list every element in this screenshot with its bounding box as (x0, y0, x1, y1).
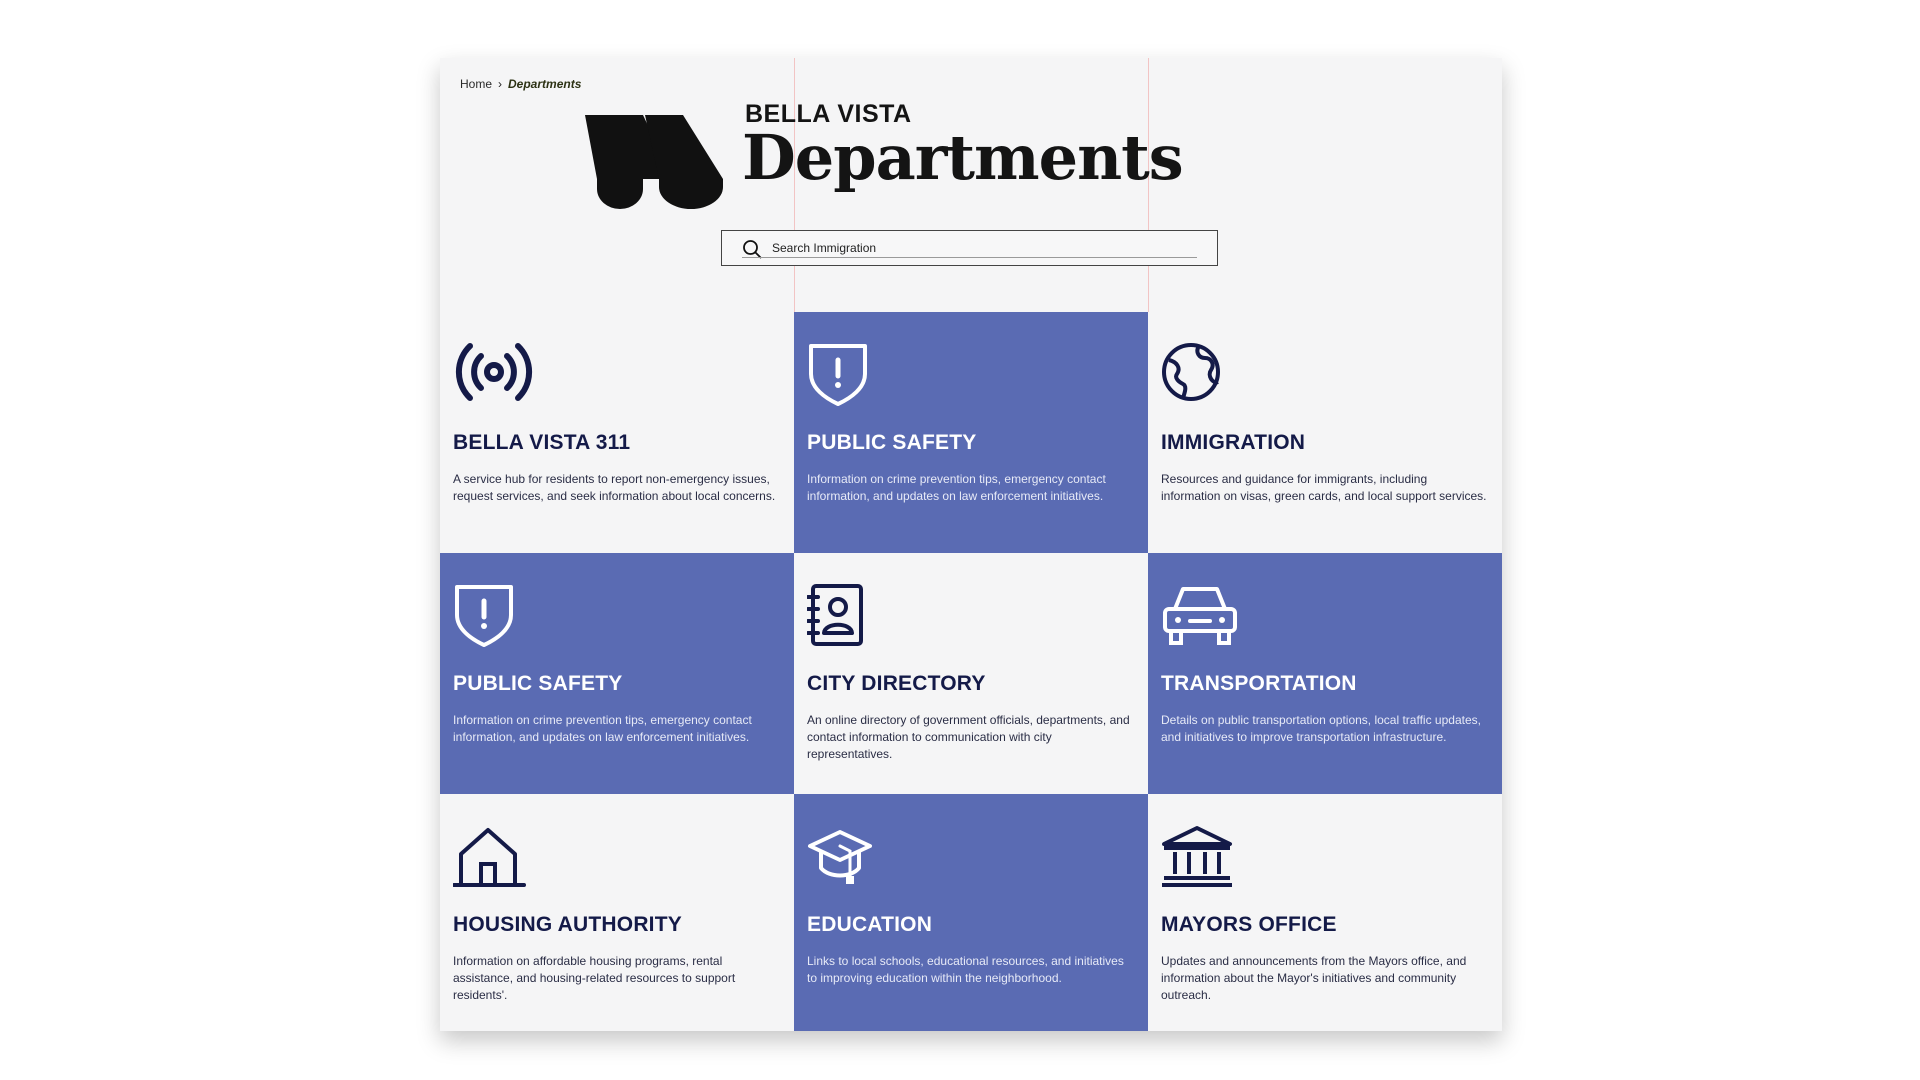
breadcrumb-home-link[interactable]: Home (460, 77, 493, 91)
department-card-bella-vista-311[interactable] (440, 312, 794, 553)
broadcast-icon (453, 342, 535, 408)
department-title: BELLA VISTA 311 (453, 431, 631, 454)
department-title: TRANSPORTATION (1161, 672, 1357, 695)
house-icon (453, 824, 535, 890)
search-input[interactable] (772, 239, 1192, 257)
search-icon[interactable] (742, 239, 762, 259)
department-description: Information on affordable housing programs, rental assistance, and housing-related resources to support residents'. (453, 954, 736, 1002)
department-title: PUBLIC SAFETY (453, 672, 623, 695)
department-card-transportation[interactable] (1148, 553, 1502, 794)
department-description: Information on crime prevention tips, emergency contact information, and updates on law enforcement initiatives. (453, 713, 752, 744)
bella-vista-logo-icon (585, 113, 725, 209)
department-card-city-directory[interactable] (794, 553, 1148, 794)
brand-eyebrow: BELLA VISTA (745, 100, 912, 128)
government-building-icon (1161, 824, 1243, 890)
graduation-cap-icon (807, 824, 889, 890)
breadcrumb (460, 77, 581, 91)
department-description: Resources and guidance for immigrants, including information on visas, green cards, and local support services. (1161, 472, 1487, 503)
department-description: An online directory of government officials, departments, and contact information to communication with city representatives. (807, 713, 1130, 761)
department-title: HOUSING AUTHORITY (453, 913, 682, 936)
departments-grid (440, 312, 1502, 1031)
department-title: EDUCATION (807, 913, 933, 936)
department-description: Updates and announcements from the Mayors office, and information about the Mayor's initiatives and community outreach. (1161, 954, 1467, 1002)
department-description: Information on crime prevention tips, emergency contact information, and updates on law enforcement initiatives. (807, 472, 1106, 503)
department-description: A service hub for residents to report non-emergency issues, request services, and seek information about local concerns. (453, 472, 776, 503)
brand-heading (742, 100, 1183, 193)
car-icon (1161, 583, 1243, 649)
department-card-housing-authority[interactable] (440, 794, 794, 1031)
shield-alert-icon (807, 342, 889, 408)
department-title: IMMIGRATION (1161, 431, 1306, 454)
department-card-education[interactable] (794, 794, 1148, 1031)
department-card-immigration[interactable] (1148, 312, 1502, 553)
department-card-public-safety[interactable] (440, 553, 794, 794)
departments-page (440, 58, 1502, 1031)
department-card-public-safety[interactable] (794, 312, 1148, 553)
department-description: Details on public transportation options, local traffic updates, and initiatives to improve transportation infrastructure. (1161, 713, 1481, 744)
department-card-mayors-office[interactable] (1148, 794, 1502, 1031)
department-title: MAYORS OFFICE (1161, 913, 1337, 936)
department-title: CITY DIRECTORY (807, 672, 986, 695)
department-description: Links to local schools, educational resources, and initiatives to improving education within the neighborhood. (807, 954, 1124, 985)
shield-alert-icon (453, 583, 535, 649)
contact-book-icon (807, 583, 889, 649)
globe-icon (1161, 342, 1243, 408)
breadcrumb-separator: › (498, 77, 503, 91)
breadcrumb-current: Departments (508, 77, 582, 91)
department-title: PUBLIC SAFETY (807, 431, 977, 454)
search-underline (742, 257, 1197, 258)
page-title: Departments (742, 121, 1183, 194)
search-bar[interactable] (721, 230, 1218, 266)
